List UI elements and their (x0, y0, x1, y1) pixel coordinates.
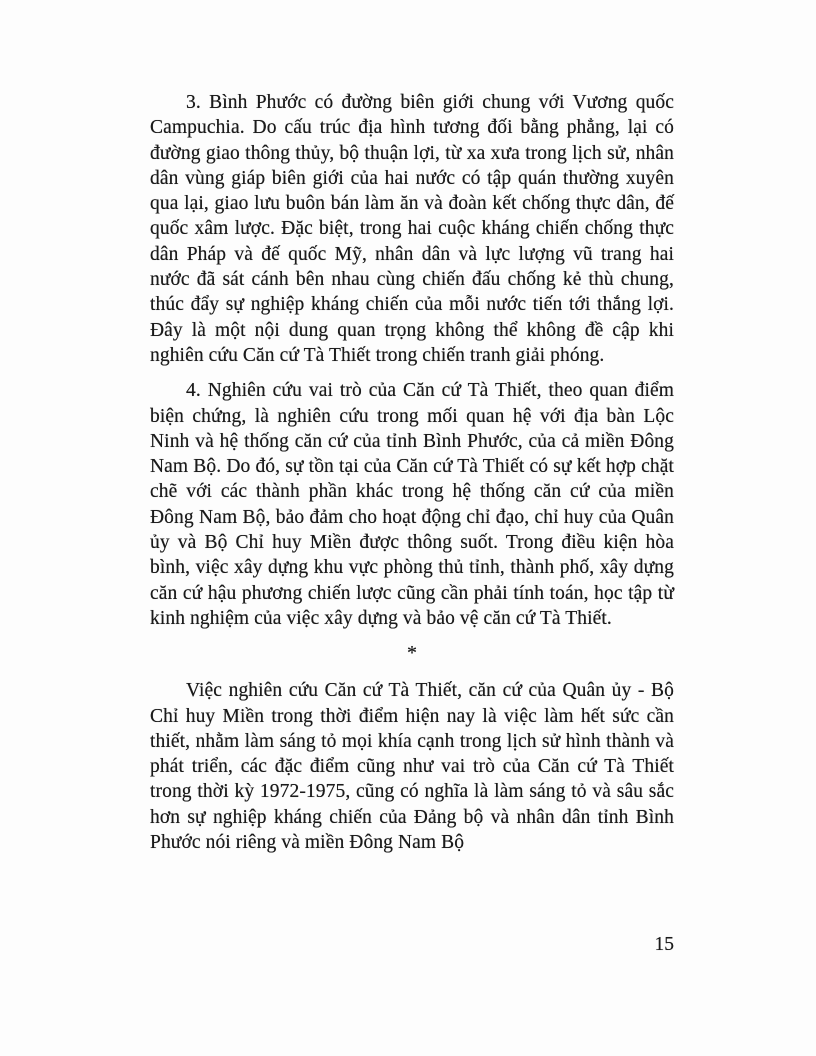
paragraph-point-4: 4. Nghiên cứu vai trò của Căn cứ Tà Thiết, theo quan điểm biện chứng, là nghiên cứu trong mối quan hệ với địa bàn Lộc Ninh và hệ thống căn cứ của tỉnh Bình Phước, của cả miền Đông Nam Bộ. Do đó, sự tồn tại của Căn cứ Tà Thiết có sự kết hợp chặt chẽ với các thành phần khác trong hệ thống căn cứ của miền Đông Nam Bộ, bảo đảm cho hoạt động chỉ đạo, chỉ huy của Quân ủy và Bộ Chỉ huy Miền được thông suốt. Trong điều kiện hòa bình, việc xây dựng khu vực phòng thủ tỉnh, thành phố, xây dựng căn cứ hậu phương chiến lược cũng cần phải tính toán, học tập từ kinh nghiệm của việc xây dựng và bảo vệ căn cứ Tà Thiết. (150, 380, 674, 629)
page-number: 15 (654, 934, 674, 955)
star-separator: * (407, 642, 417, 665)
paragraph-point-3: 3. Bình Phước có đường biên giới chung với Vương quốc Campuchia. Do cấu trúc địa hình tương đối bằng phẳng, lại có đường giao thông thủy, bộ thuận lợi, từ xa xưa trong lịch sử, nhân dân vùng giáp biên giới của hai nước có tập quán thường xuyên qua lại, giao lưu buôn bán làm ăn và đoàn kết chống thực dân, đế quốc xâm lược. Đặc biệt, trong hai cuộc kháng chiến chống thực dân Pháp và đế quốc Mỹ, nhân dân và lực lượng vũ trang hai nước đã sát cánh bên nhau cùng chiến đấu chống kẻ thù chung, thúc đẩy sự nghiệp kháng chiến của mỗi nước tiến tới thắng lợi. Đây là một nội dung quan trọng không thể không đề cập khi nghiên cứu Căn cứ Tà Thiết trong chiến tranh giải phóng. (150, 92, 674, 366)
page-text-block (150, 90, 674, 865)
closing-paragraph: Việc nghiên cứu Căn cứ Tà Thiết, căn cứ của Quân ủy - Bộ Chỉ huy Miền trong thời điểm hiện nay là việc làm hết sức cần thiết, nhằm làm sáng tỏ mọi khía cạnh trong lịch sử hình thành và phát triển, các đặc điểm cũng như vai trò của Căn cứ Tà Thiết trong thời kỳ 1972-1975, cũng có nghĩa là làm sáng tỏ và sâu sắc hơn sự nghiệp kháng chiến của Đảng bộ và nhân dân tỉnh Bình Phước nói riêng và miền Đông Nam Bộ (150, 680, 674, 854)
